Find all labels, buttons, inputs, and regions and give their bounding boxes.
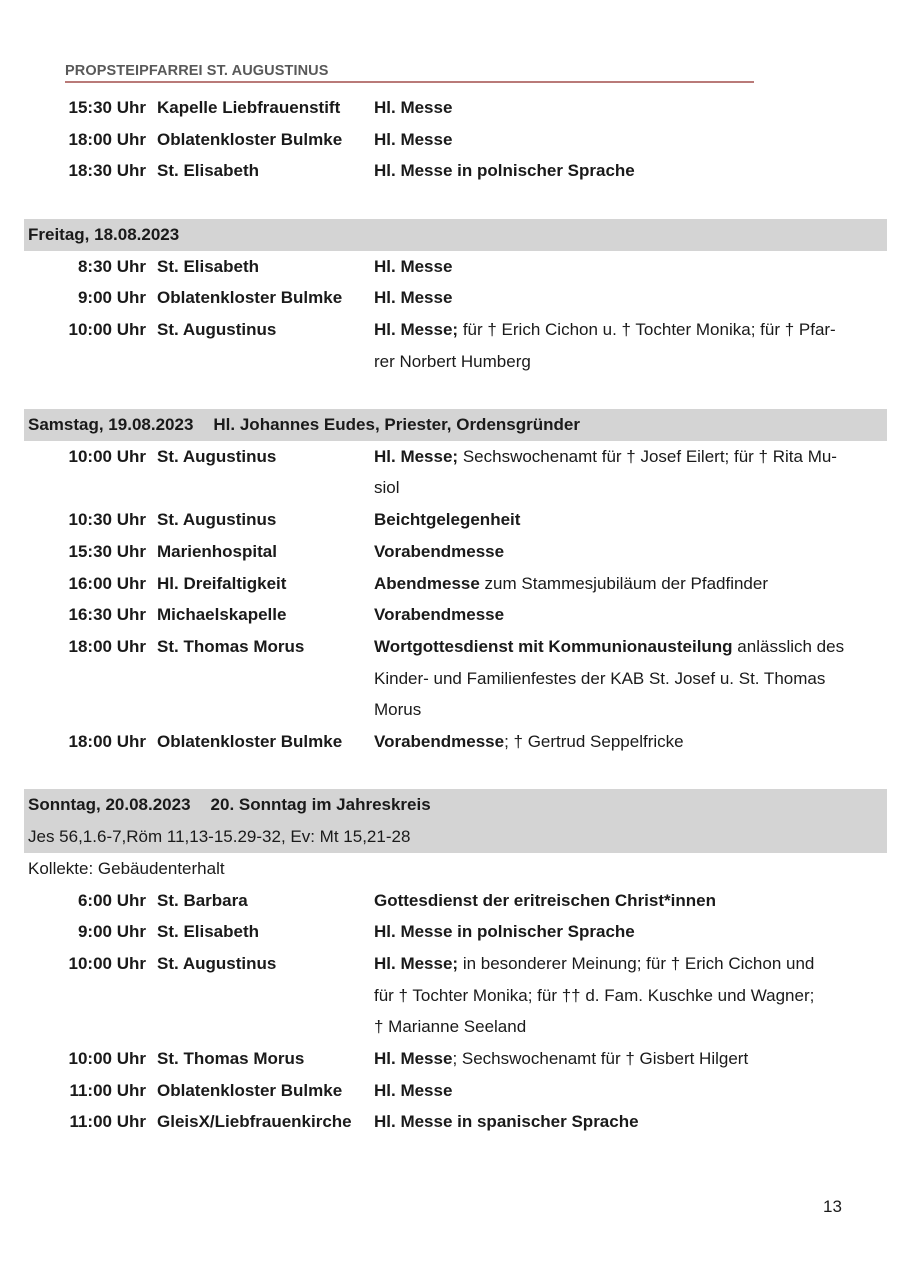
entry-service: Hl. Messe: [374, 1049, 453, 1069]
entry-time: 10:00 Uhr: [68, 446, 146, 466]
schedule-entry: [24, 92, 887, 124]
entry-time: 10:00 Uhr: [68, 1049, 146, 1069]
entry-time: 18:00 Uhr: [68, 636, 146, 656]
entry-place: St. Elisabeth: [157, 922, 260, 942]
day-readings: Jes 56,1.6-7,Röm 11,13-15.29-32, Ev: Mt 15,21-28: [24, 821, 887, 853]
entry-intention: ; † Gertrud Seppelfricke: [504, 732, 684, 752]
entry-place: Oblatenkloster Bulmke: [157, 1080, 343, 1100]
entry-service: Hl. Messe;: [374, 319, 459, 339]
entry-intention: Kinder- und Familienfestes der KAB St. Josef u. St. Thomas: [374, 668, 826, 688]
entry-service: Hl. Messe: [374, 256, 453, 276]
entry-place: Hl. Dreifaltigkeit: [157, 573, 287, 593]
entry-time: 18:00 Uhr: [68, 129, 146, 149]
entry-time: 10:00 Uhr: [68, 953, 146, 973]
entry-service: Wortgottesdienst mit Kommunionausteilung: [374, 636, 733, 656]
schedule-entry: [24, 124, 887, 156]
entry-description: [374, 251, 887, 283]
entry-place: St. Elisabeth: [157, 256, 260, 276]
entry-place: St. Augustinus: [157, 510, 277, 530]
entry-description: [374, 885, 887, 917]
entry-place: GleisX/Liebfrauenkirche: [157, 1112, 352, 1132]
entry-service: Hl. Messe;: [374, 446, 459, 466]
entry-description: [374, 948, 887, 1043]
entry-time: 18:30 Uhr: [68, 161, 146, 181]
schedule-entry: [24, 599, 887, 631]
entry-service: Gottesdienst der eritreischen Christ*innen: [374, 890, 716, 910]
schedule-entry: [24, 568, 887, 600]
entry-description: [374, 631, 887, 726]
schedule-entry: [24, 948, 887, 1043]
day-date: Freitag, 18.08.2023: [28, 224, 180, 244]
entry-time: 11:00 Uhr: [69, 1112, 146, 1132]
schedule-entry: [24, 504, 887, 536]
entry-service: Hl. Messe: [374, 129, 453, 149]
schedule-entry: [24, 1075, 887, 1107]
entry-service: Hl. Messe in polnischer Sprache: [374, 161, 635, 181]
entry-description: [374, 726, 887, 758]
schedule-entry: [24, 916, 887, 948]
entry-place: St. Elisabeth: [157, 161, 260, 181]
day-feast: 20. Sonntag im Jahreskreis: [210, 795, 431, 815]
entry-description: [374, 92, 887, 124]
entry-intention: für † Erich Cichon u. † Tochter Monika; für † Pfar-: [458, 319, 836, 339]
entry-place: Oblatenkloster Bulmke: [157, 732, 343, 752]
entry-time: 9:00 Uhr: [77, 922, 146, 942]
schedule-entry: [24, 631, 887, 726]
day-date: Samstag, 19.08.2023: [28, 415, 194, 434]
entry-service: Hl. Messe in polnischer Sprache: [374, 922, 635, 942]
schedule: [24, 92, 887, 1138]
entry-service: Hl. Messe: [374, 98, 453, 117]
entry-description: [374, 441, 887, 504]
entry-intention: in besonderer Meinung; für † Erich Cichon und: [458, 953, 815, 973]
entry-service: Hl. Messe: [374, 1080, 453, 1100]
entry-intention: Morus: [374, 700, 422, 720]
day-header: [24, 409, 887, 441]
schedule-entry: [24, 251, 887, 283]
entry-intention: ; Sechswochenamt für † Gisbert Hilgert: [452, 1049, 749, 1069]
entry-time: 8:30 Uhr: [77, 256, 146, 276]
entry-intention: für † Tochter Monika; für †† d. Fam. Kuschke und Wagner;: [374, 985, 815, 1005]
entry-intention: † Marianne Seeland: [374, 1017, 527, 1037]
entry-description: [374, 1106, 887, 1138]
schedule-entry: [24, 1106, 887, 1138]
day-header: [24, 219, 887, 251]
entry-description: [374, 599, 887, 631]
entry-time: 18:00 Uhr: [68, 732, 146, 752]
running-header: PROPSTEIPFARREI ST. AUGUSTINUS: [65, 62, 754, 83]
day-feast: Hl. Johannes Eudes, Priester, Ordensgründer: [213, 415, 580, 434]
entry-time: 10:30 Uhr: [68, 510, 146, 530]
entry-place: Michaelskapelle: [157, 605, 287, 625]
page-number: 13: [823, 1197, 842, 1216]
entry-service: Vorabendmesse: [374, 541, 505, 561]
entry-intention: anlässlich des: [732, 636, 845, 656]
schedule-entry: [24, 536, 887, 568]
entry-place: Oblatenkloster Bulmke: [157, 129, 343, 149]
schedule-entry: [24, 885, 887, 917]
day-collection: Kollekte: Gebäudenterhalt: [28, 858, 225, 878]
entry-service: Vorabendmesse: [374, 605, 505, 625]
entry-time: 15:30 Uhr: [68, 541, 146, 561]
entry-service: Hl. Messe: [374, 288, 453, 308]
entry-intention: zum Stammesjubiläum der Pfadfinder: [479, 573, 769, 593]
schedule-entry: [24, 441, 887, 504]
schedule-entry: [24, 282, 887, 314]
entry-description: [374, 1043, 887, 1075]
entry-service: Hl. Messe in spanischer Sprache: [374, 1112, 639, 1132]
entry-intention: Sechswochenamt für † Josef Eilert; für † Rita Mu-: [458, 446, 837, 466]
entry-time: 16:30 Uhr: [68, 605, 146, 625]
entry-description: [374, 568, 887, 600]
entry-description: [374, 155, 887, 187]
entry-place: Oblatenkloster Bulmke: [157, 288, 343, 308]
entry-service: Abendmesse: [374, 573, 480, 593]
entry-description: [374, 916, 887, 948]
entry-place: St. Augustinus: [157, 953, 277, 973]
entry-time: 6:00 Uhr: [77, 890, 146, 910]
entry-time: 15:30 Uhr: [68, 98, 146, 117]
entry-service: Hl. Messe;: [374, 953, 459, 973]
entry-description: [374, 314, 887, 377]
entry-place: St. Barbara: [157, 890, 248, 910]
entry-place: St. Thomas Morus: [157, 1049, 305, 1069]
day-header: [24, 789, 887, 821]
schedule-entry: [24, 155, 887, 187]
entry-service: Beichtgelegenheit: [374, 510, 521, 530]
entry-intention: siol: [374, 478, 400, 498]
entry-intention: rer Norbert Humberg: [374, 351, 531, 371]
entry-service: Vorabendmesse: [374, 732, 505, 752]
entry-description: [374, 1075, 887, 1107]
schedule-entry: [24, 314, 887, 377]
entry-description: [374, 124, 887, 156]
entry-place: Kapelle Liebfrauenstift: [157, 98, 341, 117]
entry-time: 9:00 Uhr: [77, 288, 146, 308]
entry-place: St. Augustinus: [157, 446, 277, 466]
entry-place: St. Augustinus: [157, 319, 277, 339]
entry-description: [374, 536, 887, 568]
schedule-entry: [24, 1043, 887, 1075]
entry-place: St. Thomas Morus: [157, 636, 305, 656]
entry-description: [374, 504, 887, 536]
schedule-entry: [24, 726, 887, 758]
entry-time: 16:00 Uhr: [68, 573, 146, 593]
entry-description: [374, 282, 887, 314]
entry-time: 10:00 Uhr: [68, 319, 146, 339]
day-date: Sonntag, 20.08.2023: [28, 795, 191, 815]
entry-time: 11:00 Uhr: [69, 1080, 146, 1100]
entry-place: Marienhospital: [157, 541, 277, 561]
